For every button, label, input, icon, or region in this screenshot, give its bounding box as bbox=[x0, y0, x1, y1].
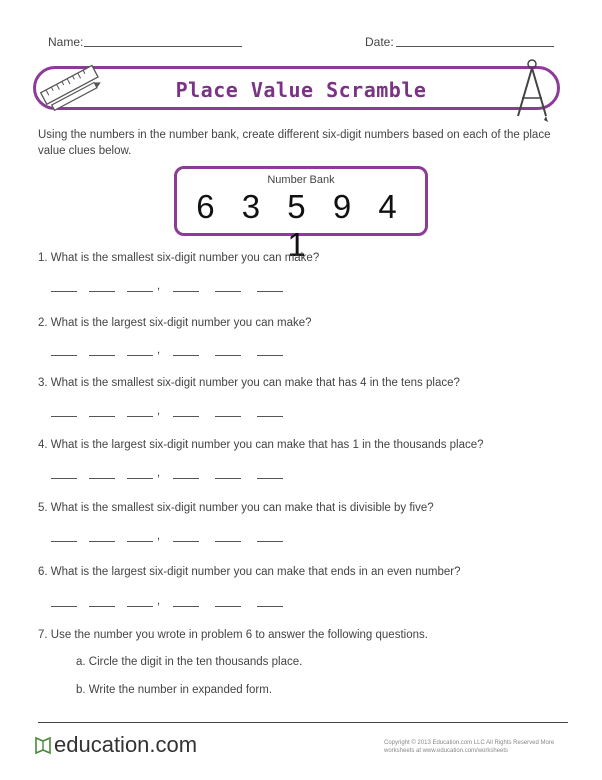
brand-logo bbox=[34, 732, 197, 758]
copyright-text: Copyright © 2013 Education.com LLC All Rights Reserved More worksheets at www.education.com/worksheets bbox=[384, 740, 555, 754]
footer-divider bbox=[38, 722, 568, 723]
question-1: 1. What is the smallest six-digit number you can make? bbox=[38, 252, 320, 264]
page-title: Place Value Scramble bbox=[175, 78, 427, 102]
question-7: 7. Use the number you wrote in problem 6 to answer the following questions. bbox=[38, 629, 428, 641]
question-5: 5. What is the smallest six-digit number you can make that is divisible by five? bbox=[38, 502, 434, 514]
question-7a: a. Circle the digit in the ten thousands place. bbox=[76, 656, 303, 668]
question-6: 6. What is the largest six-digit number you can make that ends in an even number? bbox=[38, 566, 461, 578]
name-field[interactable] bbox=[84, 46, 242, 47]
date-field[interactable] bbox=[396, 46, 554, 47]
brand-name: education.com bbox=[54, 732, 198, 757]
number-bank-title: Number Bank bbox=[267, 174, 335, 186]
book-icon bbox=[34, 735, 52, 755]
question-7b: b. Write the number in expanded form. bbox=[76, 684, 273, 696]
instructions: Using the numbers in the number bank, create different six-digit numbers based on each of the place value clues below. bbox=[38, 129, 551, 157]
question-3: 3. What is the smallest six-digit number you can make that has 4 in the tens place? bbox=[38, 377, 460, 389]
question-2: 2. What is the largest six-digit number you can make? bbox=[38, 317, 312, 329]
date-label: Date: bbox=[365, 35, 394, 49]
name-label: Name: bbox=[48, 35, 84, 49]
question-4: 4. What is the largest six-digit number you can make that has 1 in the thousands place? bbox=[38, 439, 484, 451]
number-bank-digits: 6 3 5 9 4 1 bbox=[196, 188, 406, 263]
